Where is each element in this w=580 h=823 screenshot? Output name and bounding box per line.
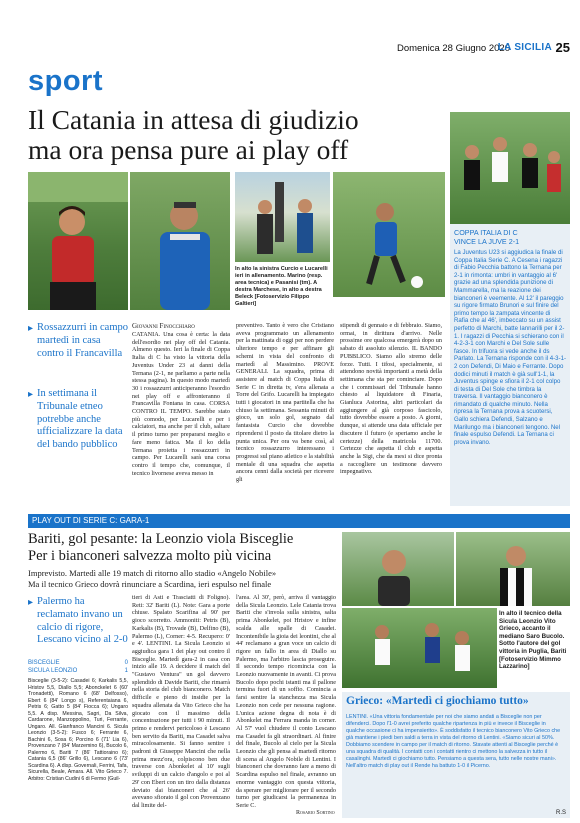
section-label: sport (28, 65, 103, 97)
headline-line-1: Il Catania in attesa di giudizio (28, 104, 359, 135)
second-body-column-1: tieri di Asti e Trasciatti di Foligno). Reti: 32' Bariti (L). Note: Gara a porte chiuse. Spalato Scarifina al 90' per gioco scorretto. Ammoniti: Petris (B), Karkalis (B), Trovade (B), Delfino (B), Palermo (L), Corner: 4-5. Recupero: 0' e 4'. LENTINI. La Sicula Leonzio si aggiudica gara 1 dei play out contro il Bisceglie. Martedì gara-2 in casa con inizio alle 19. A decidere il match del "Gustavo Ventura" un gol davvero splendido di Davide Bariti, che rimarrà nella storia del club bianconero. Match difficile e pieno di insidie per la squadra allenata da Vito Grieco che ha giocato con il massimo della concentrazione per tutti i 90 minuti. Il primo e rendervi pericoloso è Lescano ben servito da Bariti, ma Casadei salva miracolosamente. Si fanno sentire i padroni di Giuseppe Mancini che nella prima mezz'ora, colpiscono ben due traverse con Abonkelet al 10' sugli sviluppi di un calcio d'angolo e poi al 29' con Ebert con un tiro dalla distanza deviato dai bianconeri che al 26' avevano sfiorato il gol con Provenzano dal limite del- (132, 594, 230, 809)
quote-box (342, 692, 570, 818)
sidebar-body: La Juventus U23 si aggiudica la finale di Coppa Italia Serie C. A Cesena i ragazzi di Fabio Pecchia battono la Ternana per 2-1 in rimonta: umbri in vantaggio al 6' grazie ad una splendida punizione di Mammarella, ma la reazione dei bianconeri è veemente. Al 12' il pareggio su rigore firmato Brunori e sul finire del primo tempo la zampata vincente di Rafia che al 46', imbeccato su un assist perfetto di Marchi, batte Iannarilli per il 2-1. I ragazzi di Pecchia si schierano con il 4-2-3-1 con Marchi e Del Sole sulle fasce. In trifuora si vede anche il ds Parlato. La Ternana risponde con il 4-3-1-2 con Defendi, Di Maio e Ferrante. Dopo dodici minuti il match è già sull'1-1, la Juventus spinge e sfiora il 2-1 col colpo di testa di Del Sole che timbra la traversa. Il vantaggio bianconero è rimandato di qualche minuto. Nella ripresa la Ternana prova a scuotersi, Gallo schiera Defendi, Salzano e Marilungo ma i bianconeri tengono. Nel finale espulso Defendi. La Ternana ci prova invano. (454, 249, 566, 446)
score-team-1: BISCEGLIE (28, 660, 60, 666)
body-column-3: stipendi di gennaio e di febbraio. Siamo, ormai, in dirittura d'arrivo. Nelle prossime ore qualcosa emergerà dopo un sabato di assoluto silenzio. IL BANDO PUBBLICO. Siamo allo stremo delle forze. Tutti. I tifosi, specialmente, si attendono novità importanti a metà della settimana che sta per cominciare. Dopo che i commissari del Tribunale hanno chiesto al liquidatore di Finaria, Gianluca Astorina, altri particolari da aggiungere al già corposo fascicolo, tutto dovrebbe essere a posto. A giorni, dunque, si attende una data ufficiale per discutere il futuro (e speriamo anche le certezze) della matricola 11700. Certezze che aspetta il club e aspetta anche la Sigi, che da mesi si dice pronta a raccogliere un testimone davvero impegnativo. (340, 322, 442, 476)
photo-curcio (28, 172, 128, 310)
sidebar-kicker: COPPA ITALIA DI C (454, 228, 518, 237)
sidebar-photo-players (450, 112, 570, 224)
triangle-bullet-icon: ▸ (28, 389, 34, 400)
side-note-1 (28, 322, 128, 360)
photo-player-1-figure (28, 172, 128, 310)
photo-bucolo (456, 532, 570, 606)
photo-caption-2: In alto il tecnico della Sicula Leonzio Vito Grieco, accanto il mediano Saro Bucolo. Sotto l'autore del gol vittoria in Puglia, Bariti [Fotoservizio Mimmo Lazzarino] (499, 610, 567, 671)
photo-player-2-figure (130, 172, 230, 310)
second-byline: Rosario Sortino (296, 810, 335, 816)
second-headline-line-1: Bariti, gol pesante: la Leonzio viola Bisceglie (28, 531, 294, 547)
sidebar-box (450, 112, 570, 506)
header-paper-name: LA SICILIA (497, 42, 552, 53)
second-headline (28, 531, 358, 565)
photo-bariti-action (342, 608, 497, 688)
quote-signature: R.S (555, 810, 566, 816)
photo-bucolo-figure (456, 532, 570, 606)
byline: Giovanni Finocchiaro (132, 322, 195, 330)
score-box (28, 660, 128, 675)
score-team-2: SICULA LEONZIO (28, 667, 78, 674)
deck-line-1: Imprevisto. Martedì alle 19 match di ritorno allo stadio «Angelo Nobile» (28, 568, 277, 578)
triangle-bullet-icon: ▸ (28, 597, 34, 608)
sidebar-photo (450, 112, 570, 224)
quote-title: Grieco: «Martedì ci giochiamo tutto» (346, 695, 529, 707)
photo-staff-figures (235, 172, 330, 262)
page-header (0, 42, 580, 56)
score-row-2 (28, 668, 128, 676)
score-value-1: 0 (124, 660, 128, 666)
photo-caption: In alto la sinistra Curcio e Lucarelli ieri in allenamento. Marino (resp. area tecnica) e Pasanisi (tm). A destra Marchese, in alto a destra Beleck [Fotoservizio Filippo Galtieri] (235, 266, 328, 307)
side-note-2-text: In settimana il Tribunale etneo potrebbe anche ufficializzare la data del bando pubblico (37, 388, 123, 451)
score-value-2: 1 (124, 667, 128, 674)
tabellino: Bisceglie (3-5-2): Casadei 6; Karkalis 5,5, Hristov 5,5, Diallo 5,5; Abonckelet 6 (60' Tronadetti), Romano 6 (68' Delfosso), Ebert 6 (84' Longo s), Referentaiana 6, Petris 6; Gatto 5 (84' Fiocca 6); Ungaro 5,5. A disp. Messina, Sagri, Da Silva, Cardarone, Manzoppolino, Turi, Ferrante, Ungaro. All. Gianfranco Mancini 6. Sicula Leonzio (3-5-2): Fusco 6; Ferrante 6, Bachini 6, Sosa 6; Porcino 6 (71' Lia 6), Provenzano 7 (84' Marzemino 6), Bucolo 6, Palermo 6, Bariti 7 (86' Tattioraino 6); Catania 6,5 (86' Grillo 6), Lescano 6 (73' Scardina 6). A disp. Governali, Ferrini, Tafa, Sicurella, Beale, Amara. All. Vito Grieco 7. Arbitro: Cristian Cudini 6 di Fermo (Guil- (28, 678, 128, 782)
photo-bariti (342, 608, 497, 688)
triangle-bullet-icon: ▸ (28, 323, 34, 334)
side-note-2 (28, 388, 128, 452)
page-number: 25 (555, 40, 570, 55)
second-headline-line-2: Per i bianconeri salvezza molto più vicina (28, 548, 272, 564)
second-deck (28, 568, 358, 589)
header-date: Domenica 28 Giugno 2020 (396, 43, 510, 54)
score-row-1 (28, 660, 128, 668)
second-side-note (28, 596, 128, 647)
quote-body: LENTINI. «Una vittoria fondamentale per noi che siamo andati a Bisceglie non per difenderci. Dopo l'1-0 avrei preferito qualche ripartenza in più e invece il Bisceglie in qualche occasione ci ha impensierito». È soddisfatto il tecnico bianconero Vito Grieco che già mantiene i piedi ben saldi a terra in vista del ritorno di Lentini. «Siamo sicuri al 50%. Dobbiamo scendere in campo per il match di ritorno. Stavate attenti al Bisceglie perché è una squadra di qualità. I contatti con i contatti rientro ci mettono la salvezza in tutto il casalinghi. Martedì ci giochiamo tutto. Pensiamo a questa sera, tutto nelle nostre mani». Nell'altro match di play out il Rende ha battuto 1-0 il Picerno. (346, 714, 561, 769)
section-bar: PLAY OUT DI SERIE C: GARA-1 (28, 514, 570, 528)
body-column-2: preventivo. Tanto è vero che Cristiano aveva programmato un allenamento per la mattinata di oggi per non perdere ulteriore tempo e per affinare gli schemi in vista del confronto di martedì al Massimino. PROVE GENERALI. La squadra, prima di assistere al match di Coppa Italia di Serie C in diretta tv, s'era allenata a Torre del Grifo. Lucarelli ha impiegato tutti i giocatori in una partitella che ha chiuso la settimana. Sessanta minuti di gioco, un solo gol, segnato dal fantasista Curcio che dovrebbe riprendersi il posto da titolare dietro la punta unica. Per ora va bene così, al tecnico rossazzurro interessano i progressi sul piano atletico e la stabilità mentale di una squadra che aspetta ancora cenni dalla società per ricevere gli (236, 322, 334, 484)
photo-action-figures (333, 172, 445, 297)
sidebar-title: VINCE LA JUVE 2-1 (454, 237, 520, 246)
photo-marchese-beleck (333, 172, 445, 297)
side-note-1-text: Rossazzurri in campo martedì in casa contro il Francavilla (37, 322, 129, 359)
photo-grieco (342, 532, 454, 606)
headline-line-2: ma ora pensa pure ai play off (28, 134, 349, 165)
photo-marino-pasanisi (235, 172, 330, 262)
second-side-note-text: Palermo ha reclamato invano un calcio di rigore, Lescano vicino al 2-0 (37, 596, 128, 646)
photo-grieco-figure (342, 532, 454, 606)
deck-line-2: Ma il tecnico Grieco dovrà rinunciare a Scardina, ieri espulso nel finale (28, 578, 272, 589)
body-column-1: CATANIA. Una cosa è certa: la data dell'esordio nei play off del Catania. Almeno questo. Ieri la finale di Coppa Italia di C ha visto la vittoria della Juventus Under 23 ai danni della Ternana (2-1, ne parliamo a parte nella stessa pagina). In questo modo martedì 30 i rossazzurri anticiperanno l'esordio nei play off e affronteranno il Francavilla Fontana in casa. CORSA CONTRO IL TEMPO. Sarebbe stato più comodo, per Lucarelli e per i calciatori, ma anche per il club, saltare il primo turno per prepararsi meglio e fare meno fatica. Ma il ko della Ternana proietta i rossazzurri in campo. Per Lucarelli sarà una corsa contro il tempo che, comunque, il tecnico livornese aveva messo in (132, 331, 230, 477)
second-body-column-2: l'area. Al 30', però, arriva il vantaggio della Sicula Leonzio. Lele Catania trova Bariti che s'invola sulla sinistra, salta prima Abonkelet, poi Hristov e infine scalda alle spalle di Casadei. Incontenibile la gioia dei leontini, che al 44' reclamano a gran voce un calcio di rigore un fallo in area di Diallo su Palermo, ma l'arbitro lascia proseguire. Il secondo tempo ricomincia con la Leonzio nuovamente in avanti. Ci prova Bucolo dopo pochi istanti ma il pallone termina fuori di un soffio. Comincia a farsi sentire la stanchezza ma Sicula Leonzio non cede per nessuna ragione. L'unica azione degna di nota è di Abonkelet ma Ferrara manda in corner. Al 57' vuol chiudere il conto Lescano ma Casadei fa gli straordinari. Al finire del finale, Bucolo al cielo per la Sicula Leonzio che gli pensa al martedì ritorno di scena al Angelo Nobile di Lentini. I bianconeri che dovranno fare a meno di Scardina espulso nel finale, avranno un enorme vantaggio con questa vittoria, da sperare per migliorare per il secondo turno per giudicarsi la permanenza in Serie C. (236, 594, 336, 809)
main-headline (28, 105, 448, 165)
photo-lucarelli (130, 172, 230, 310)
